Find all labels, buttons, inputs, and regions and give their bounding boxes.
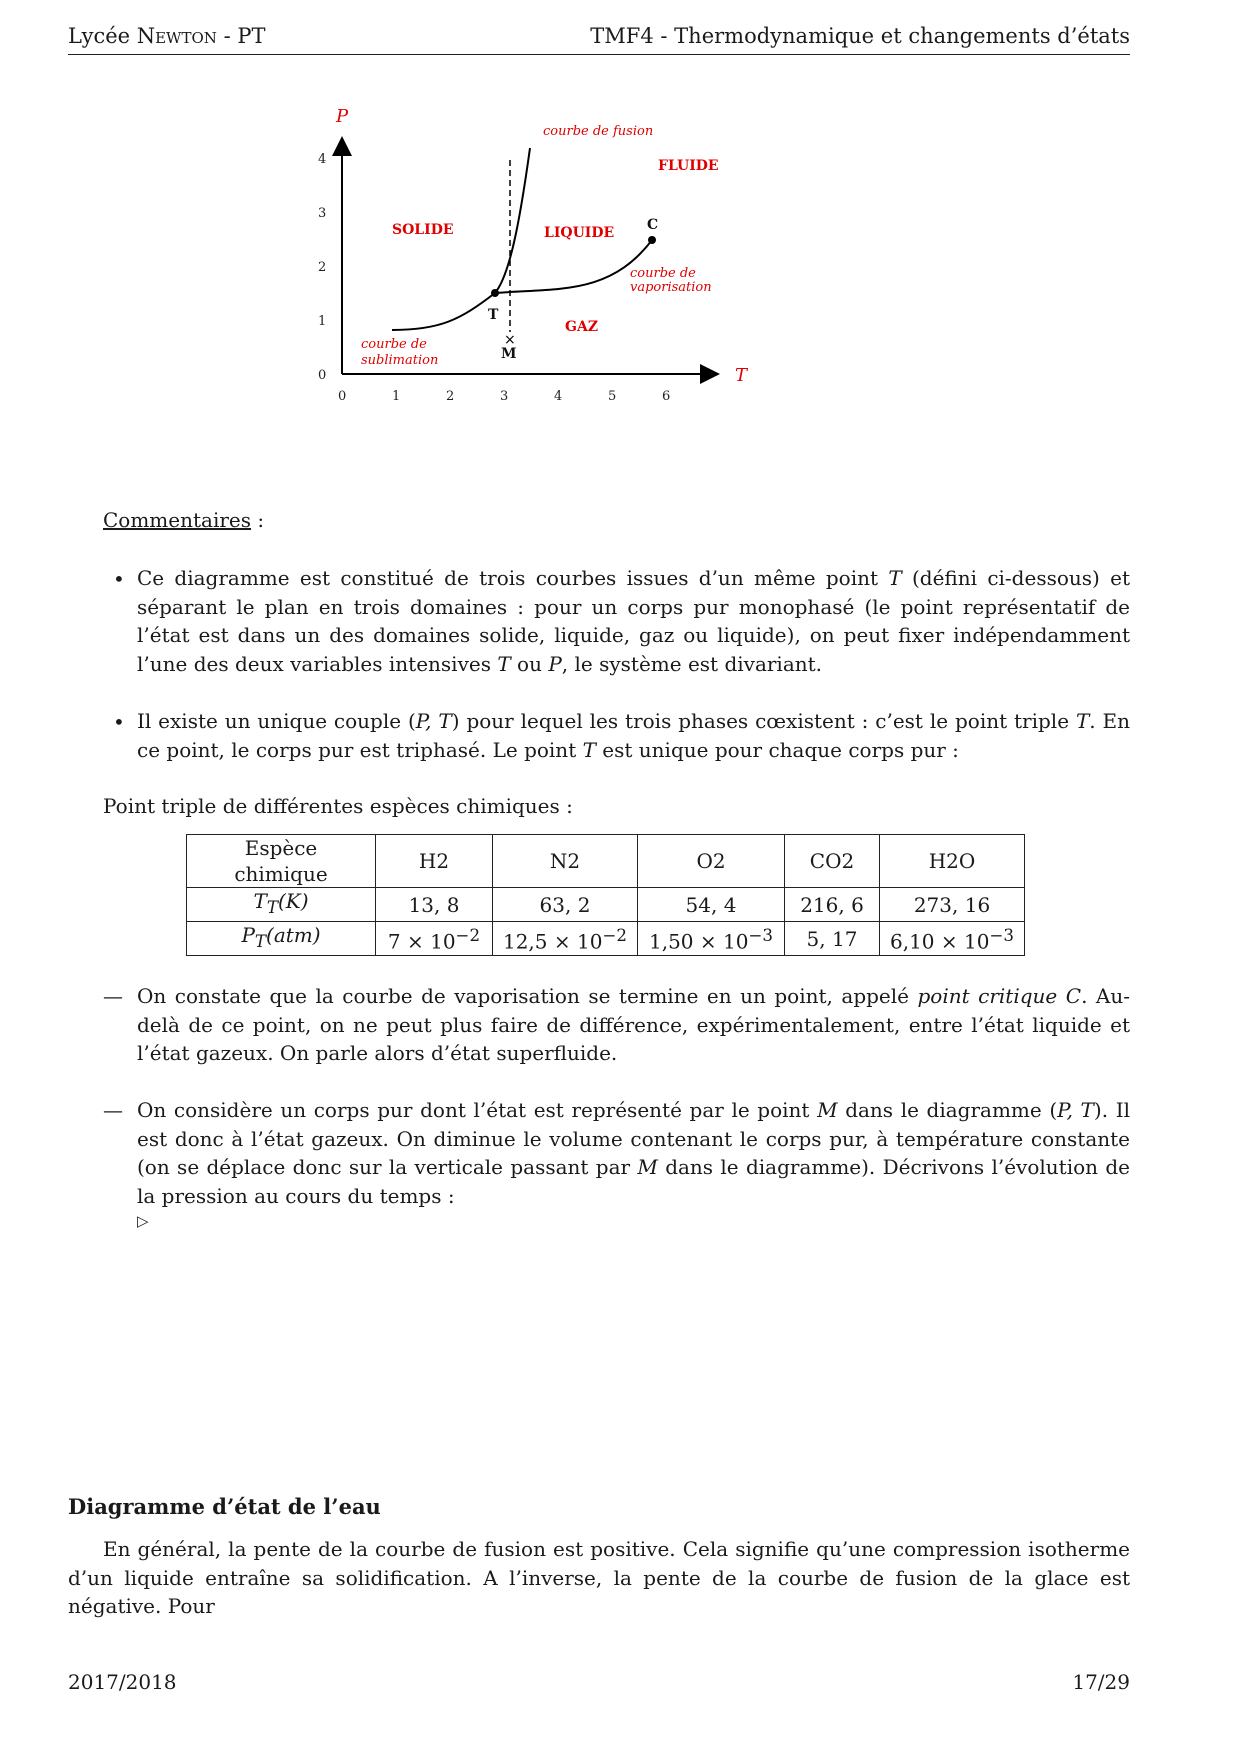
tt-value: 216, 6 (785, 888, 880, 922)
pt-value: 5, 17 (785, 922, 880, 956)
y-tick-2: 2 (318, 260, 327, 275)
y-axis-label: P (336, 106, 349, 127)
table-row (187, 835, 1025, 888)
dash-item-1: On constate que la courbe de vaporisation se termine en un point, appelé point critique C. Au-delà de ce point, on ne peut plus faire de différence, expérimentalement, entre l’état liquide et l’état gazeux. On parle alors d’état superfluide. (137, 984, 1130, 1065)
answer-triangle-icon: ▷ (137, 1212, 149, 1230)
label-vaporisation-2: vaporisation (630, 280, 712, 295)
label-sublimation-1: courbe de (361, 337, 427, 352)
fusion-curve (495, 148, 530, 293)
sublimation-curve (392, 293, 495, 330)
label-liquid: LIQUIDE (544, 225, 615, 241)
pt-value: $6,10 \times 10^{-3}$ (880, 922, 1025, 956)
bullet-dot: • (113, 567, 125, 591)
label-sublimation-2: sublimation (361, 353, 439, 368)
tt-value: 13, 8 (376, 888, 493, 922)
x-axis-label: T (735, 365, 748, 386)
table-row (187, 888, 1025, 922)
y-tick-4: 4 (318, 152, 327, 167)
tt-value: 63, 2 (493, 888, 638, 922)
pt-value: $1,50 \times 10^{-3}$ (638, 922, 785, 956)
x-tick-5: 5 (608, 389, 617, 404)
phase-diagram (318, 106, 850, 470)
table-intro: Point triple de différentes espèces chimiques : (103, 794, 573, 818)
y-tick-1: 1 (318, 314, 327, 329)
tt-label-cell: $T_T(K)$ (187, 888, 376, 922)
footer-page-number: 17/29 (1072, 1670, 1130, 1694)
tt-value: 54, 4 (638, 888, 785, 922)
label-fluid: FLUIDE (658, 158, 719, 174)
species-o2: O2 (638, 835, 785, 888)
triple-point-table (186, 834, 1025, 956)
point-m-cross: × (504, 332, 516, 348)
x-tick-3: 3 (500, 389, 509, 404)
x-tick-6: 6 (662, 389, 671, 404)
critical-point-marker (648, 236, 656, 244)
dash-item-2: On considère un corps pur dont l’état est représenté par le point M dans le diagramme (P, T). Il est donc à l’état gazeux. On diminue le volume contenant le corps pur, à température constante (on se déplace donc sur la verticale passant par M dans le diagramme). Décrivons l’évolution de la pression au cours du temps : (137, 1098, 1130, 1208)
vaporisation-curve (495, 240, 652, 293)
table-row (187, 922, 1025, 956)
label-triple-point: T (488, 307, 499, 323)
triple-point-marker (491, 289, 499, 297)
x-tick-0: 0 (338, 389, 347, 404)
dash-marker: — (103, 984, 123, 1008)
y-tick-labels (318, 152, 326, 383)
dash-marker: — (103, 1098, 123, 1122)
comment-bullet-2: Il existe un unique couple (P, T) pour lequel les trois phases cœxistent : c’est le point triple T. En ce point, le corps pur est triphasé. Le point T est unique pour chaque corps pur : (137, 709, 1131, 762)
species-h2: H2 (376, 835, 493, 888)
x-tick-labels (338, 389, 670, 404)
pt-value: $7 \times 10^{-2}$ (376, 922, 493, 956)
species-n2: N2 (493, 835, 638, 888)
header-right: TMF4 - Thermodynamique et changements d’états (590, 24, 1130, 48)
section-title: Diagramme d’état de l’eau (68, 1494, 381, 1519)
species-co2: CO2 (785, 835, 880, 888)
y-tick-0: 0 (318, 368, 327, 383)
pt-label-cell: $P_T(atm)$ (187, 922, 376, 956)
label-critical-point: C (647, 217, 659, 233)
bullet-dot: • (113, 710, 125, 734)
x-tick-4: 4 (554, 389, 563, 404)
x-tick-2: 2 (446, 389, 455, 404)
label-solid: SOLIDE (392, 222, 454, 238)
y-tick-3: 3 (318, 206, 327, 221)
table-header-cell: Espèce chimique (187, 835, 376, 888)
header-left: Lycée Newton - PT (68, 24, 266, 48)
footer-year: 2017/2018 (68, 1670, 177, 1694)
page-header (68, 24, 1130, 55)
tt-value: 273, 16 (880, 888, 1025, 922)
label-vaporisation-1: courbe de (630, 266, 696, 281)
pt-value: $12,5 \times 10^{-2}$ (493, 922, 638, 956)
label-fusion-curve: courbe de fusion (543, 124, 654, 139)
comments-heading: Commentaires : (103, 508, 265, 532)
label-gas: GAZ (565, 319, 599, 335)
final-paragraph: En général, la pente de la courbe de fusion est positive. Cela signifie qu’une compression isotherme d’un liquide entraîne sa solidification. A l’inverse, la pente de la courbe de fusion de la glace est négative. Pour (68, 1537, 1130, 1618)
comment-bullet-1: Ce diagramme est constitué de trois courbes issues d’un même point T (défini ci-dessous) et séparant le plan en trois domaines : pour un corps pur monophasé (le point représentatif de l’état est dans un des domaines solide, liquide, gaz ou liquide), on peut fixer indépendamment l’une des deux variables intensives T ou P, le système est divariant. (137, 566, 1131, 676)
x-tick-1: 1 (392, 389, 401, 404)
species-h2o: H2O (880, 835, 1025, 888)
label-point-m: M (501, 346, 517, 362)
